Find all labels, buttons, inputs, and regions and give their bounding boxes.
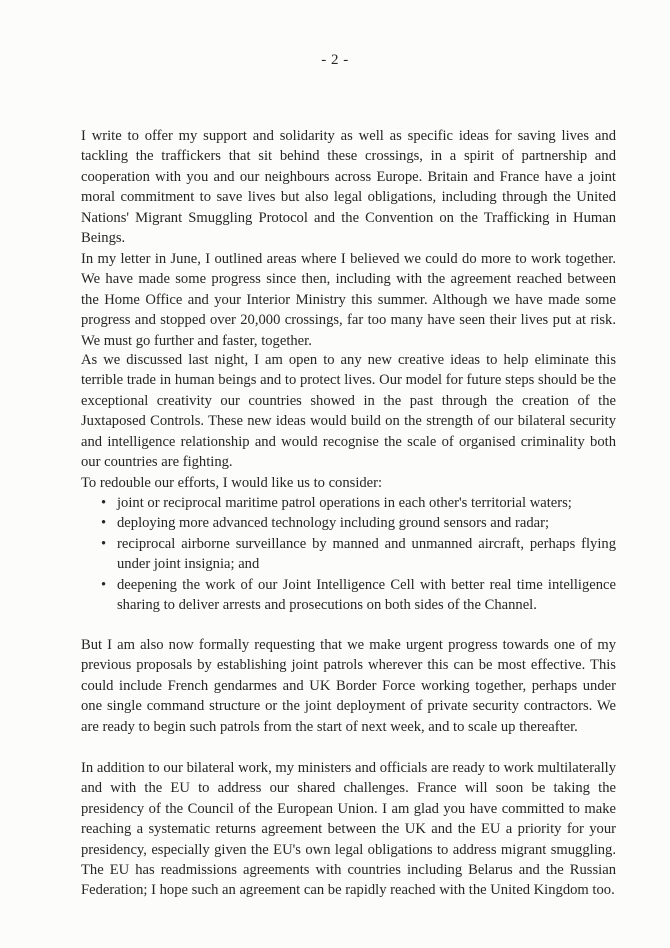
list-item [81,575,616,616]
paragraph-joint-patrols: But I am also now formally requesting that we make urgent progress towards one of my previous proposals by establishing joint patrols wherever this can be most effective. This could include French gendarmes and UK Border Force working together, perhaps under one single command structure or the joint deployment of private security contractors. We are ready to begin such patrols from the start of next week, and to scale up thereafter. [81,637,616,735]
bullet-icon: • [101,576,107,593]
paragraph-redouble-intro: To redouble our efforts, I would like us to consider: [81,475,383,491]
paragraph-eu-cooperation: In addition to our bilateral work, my ministers and officials are ready to work multilaterally and with the EU to address our shared challenges. France will soon be taking the presidency of the Council of the European Union. I am glad you have committed to make reaching a systematic returns agreement between the UK and the EU a priority for your presidency, especially given the EU's own legal obligations to address migrant smuggling. The EU has readmissions agreements with countries including Belarus and the Russian Federation; I hope such an agreement can be rapidly reached with the United Kingdom too. [81,760,616,899]
paragraph-support: I write to offer my support and solidarity as well as specific ideas for saving lives and tackling the traffickers that sit behind these crossings, in a spirit of partnership and cooperation with you and our neighbours across Europe. Britain and France have a joint moral commitment to save lives but also legal obligations, including through the United Nations' Migrant Smuggling Protocol and the Convention on the Trafficking in Human Beings. [81,128,616,247]
paragraph-creative-ideas: As we discussed last night, I am open to any new creative ideas to help eliminate this terrible trade in human beings and to protect lives. Our model for future steps should be the exceptional creativity our countries showed in the past through the creation of the Juxtaposed Controls. These new ideas would build on the strength of our bilateral security and intelligence relationship and would recognise the scale of organised criminality both our countries are fighting. [81,352,616,471]
bullet-icon: • [101,535,107,552]
list-item-text: reciprocal airborne surveillance by manned and unmanned aircraft, perhaps flying under joint insignia; and [117,535,616,573]
paragraph-june-letter: In my letter in June, I outlined areas where I believed we could do more to work together. We have made some progress since then, including with the agreement reached between the Home Office and your Interior Ministry this summer. Although we have made some progress and stopped over 20,000 crossings, far too many have seen their lives put at risk. We must go further and faster, together. [81,251,616,349]
bullet-icon: • [101,515,107,532]
list-item-text: deepening the work of our Joint Intelligence Cell with better real time intelligence sharing to deliver arrests and prosecutions on both sides of the Channel. [117,576,616,614]
list-item [81,534,616,575]
list-item-text: joint or reciprocal maritime patrol operations in each other's territorial waters; [117,495,572,511]
list-item [81,513,616,533]
list-item [81,493,616,513]
page-number: - 2 - [321,52,349,68]
bullet-icon: • [101,495,107,511]
proposal-list [81,493,616,615]
list-item-text: deploying more advanced technology including ground sensors and radar; [117,515,550,532]
